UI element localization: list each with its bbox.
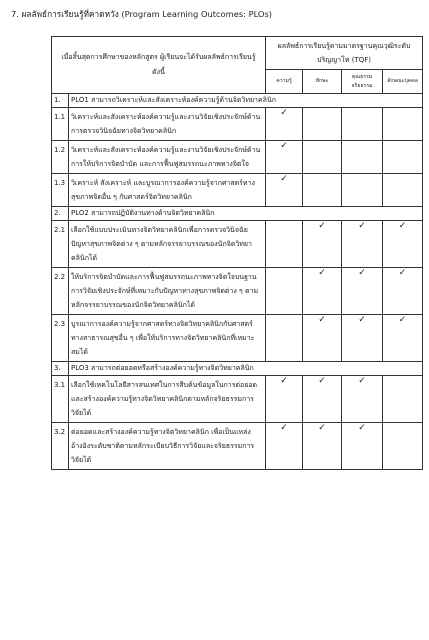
row-number: 2.1	[52, 221, 69, 268]
plo-section-row	[52, 207, 423, 221]
outcome-text: เลือกใช้เทคโนโลยีสารสนเทศในการสืบค้นข้อมูลในการต่อยอดและสร้างองค์ความรู้ทางจิตวิทยาคลินิกตามหลักจริยธรรมการวิจัยได้	[69, 376, 266, 423]
tqf-check-cell	[342, 376, 383, 423]
row-number: 3.1	[52, 376, 69, 423]
check-mark-icon: ✓	[280, 141, 288, 151]
outcome-row	[52, 141, 423, 174]
outcome-text: ต่อยอดและสร้างองค์ความรู้ทางจิตวิทยาคลินิก เพื่อเป็นแหล่งอ้างอิงระดับชาติตามหลักระเบียบวิธีการวิจัยและจริยธรรมการวิจัยได้	[69, 423, 266, 470]
check-mark-icon: ✓	[398, 268, 407, 278]
check-mark-icon: ✓	[318, 315, 326, 325]
row-number: 1.1	[52, 108, 69, 141]
check-mark-icon: ✓	[358, 376, 366, 386]
check-mark-icon: ✓	[358, 423, 366, 433]
check-mark-icon: ✓	[398, 315, 407, 325]
tqf-check-cell	[303, 108, 342, 141]
tqf-check-cell	[303, 423, 342, 470]
tqf-check-cell	[266, 376, 303, 423]
tqf-check-cell	[303, 315, 342, 362]
outcome-row	[52, 221, 423, 268]
header-col-knowledge: ความรู้	[266, 70, 303, 94]
tqf-check-cell	[383, 315, 423, 362]
tqf-check-cell	[266, 315, 303, 362]
tqf-check-cell	[303, 376, 342, 423]
outcome-text: วิเคราะห์ สังเคราะห์ และบูรณาการองค์ความรู้จากศาสตร์ทางสุขภาพจิตอื่น ๆ กับศาสตร์จิตวิทยาคลินิก	[69, 174, 266, 207]
check-mark-icon: ✓	[280, 108, 288, 118]
check-mark-icon: ✓	[398, 221, 407, 231]
check-mark-icon: ✓	[280, 423, 288, 433]
row-number: 3.	[52, 362, 69, 376]
check-mark-icon: ✓	[318, 423, 326, 433]
tqf-check-cell	[383, 174, 423, 207]
tqf-check-cell	[303, 221, 342, 268]
tqf-check-cell	[342, 141, 383, 174]
outcome-text: วิเคราะห์และสังเคราะห์องค์ความรู้และงานวิจัยเชิงประจักษ์ด้านการให้บริการจิตบำบัด และการฟื้นฟูสมรรถนะภาพทางจิตใจ	[69, 141, 266, 174]
header-tqf: ผลลัพธ์การเรียนรู้ตามมาตรฐานคุณวุฒิระดับปริญญาโท (TQF)	[266, 37, 423, 70]
check-mark-icon: ✓	[280, 376, 288, 386]
outcome-row	[52, 174, 423, 207]
tqf-check-cell	[383, 108, 423, 141]
row-number: 1.3	[52, 174, 69, 207]
tqf-check-cell	[342, 315, 383, 362]
outcome-text: เลือกใช้แบบประเมินทางจิตวิทยาคลินิกเพื่อการตรวจวินิจฉัยปัญหาสุขภาพจิตต่าง ๆ ตามหลักจรรยาบรรณของนักจิตวิทยาคลินิกได้	[69, 221, 266, 268]
check-mark-icon: ✓	[358, 221, 366, 231]
row-number: 2.	[52, 207, 69, 221]
tqf-check-cell	[303, 174, 342, 207]
header-outcome-description: เมื่อสิ้นสุดการศึกษาของหลักสูตร ผู้เรียนจะได้รับผลลัพธ์การเรียนรู้ ดังนี้	[52, 37, 266, 94]
plo-heading: PLO3 สามารถต่อยอดหรือสร้างองค์ความรู้ทางจิตวิทยาคลินิก	[69, 362, 423, 376]
outcome-row	[52, 376, 423, 423]
plo-table	[51, 36, 423, 470]
outcome-row	[52, 423, 423, 470]
tqf-check-cell	[266, 108, 303, 141]
outcome-row	[52, 268, 423, 315]
row-number: 1.2	[52, 141, 69, 174]
tqf-check-cell	[266, 141, 303, 174]
check-mark-icon: ✓	[318, 268, 326, 278]
row-number: 2.3	[52, 315, 69, 362]
header-col-skills: ทักษะ	[303, 70, 342, 94]
plo-section-row	[52, 362, 423, 376]
outcome-text: บูรณาการองค์ความรู้จากศาสตร์ทางจิตวิทยาคลินิกกับศาสตร์ทางสาธารณสุขอื่น ๆ เพื่อให้บริการทางจิตวิทยาคลินิกที่เหมาะสมได้	[69, 315, 266, 362]
header-col-character: ลักษณะบุคคล	[383, 70, 423, 94]
tqf-check-cell	[266, 174, 303, 207]
outcome-text: ให้บริการจิตบำบัดและการฟื้นฟูสมรรถนะภาพทางจิตใจบนฐานการวิจัยเชิงประจักษ์ที่เหมาะกับปัญหาทางสุขภาพจิตต่าง ๆ ตามหลักจรรยาบรรณของนักจิตวิทยาคลินิกได้	[69, 268, 266, 315]
plo-section-row	[52, 94, 423, 108]
section-title: 7. ผลลัพธ์การเรียนรู้ที่คาดหวัง (Program Learning Outcomes: PLOs)	[11, 9, 272, 19]
tqf-check-cell	[383, 376, 423, 423]
tqf-check-cell	[383, 141, 423, 174]
check-mark-icon: ✓	[358, 268, 366, 278]
tqf-check-cell	[383, 423, 423, 470]
tqf-check-cell	[342, 174, 383, 207]
tqf-check-cell	[342, 268, 383, 315]
check-mark-icon: ✓	[280, 174, 288, 184]
plo-heading: PLO2 สามารถปฏิบัติงานทางด้านจิตวิทยาคลินิก	[69, 207, 423, 221]
tqf-check-cell	[266, 221, 303, 268]
outcome-row	[52, 108, 423, 141]
outcome-text: วิเคราะห์และสังเคราะห์องค์ความรู้และงานวิจัยเชิงประจักษ์ด้านการตรวจวินิจฉัยทางจิตวิทยาคลินิก	[69, 108, 266, 141]
tqf-check-cell	[342, 108, 383, 141]
row-number: 2.2	[52, 268, 69, 315]
tqf-check-cell	[383, 221, 423, 268]
plo-heading: PLO1 สามารถวิเคราะห์และสังเคราะห์องค์ความรู้ด้านจิตวิทยาคลินิก	[69, 94, 423, 108]
tqf-check-cell	[342, 221, 383, 268]
tqf-check-cell	[266, 423, 303, 470]
tqf-check-cell	[383, 268, 423, 315]
tqf-check-cell	[303, 141, 342, 174]
row-number: 3.2	[52, 423, 69, 470]
tqf-check-cell	[266, 268, 303, 315]
tqf-check-cell	[303, 268, 342, 315]
check-mark-icon: ✓	[358, 315, 366, 325]
outcome-row	[52, 315, 423, 362]
row-number: 1.	[52, 94, 69, 108]
check-mark-icon: ✓	[318, 376, 326, 386]
check-mark-icon: ✓	[318, 221, 326, 231]
tqf-check-cell	[342, 423, 383, 470]
header-col-ethics: คุณธรรม จริยธรรม	[342, 70, 383, 94]
